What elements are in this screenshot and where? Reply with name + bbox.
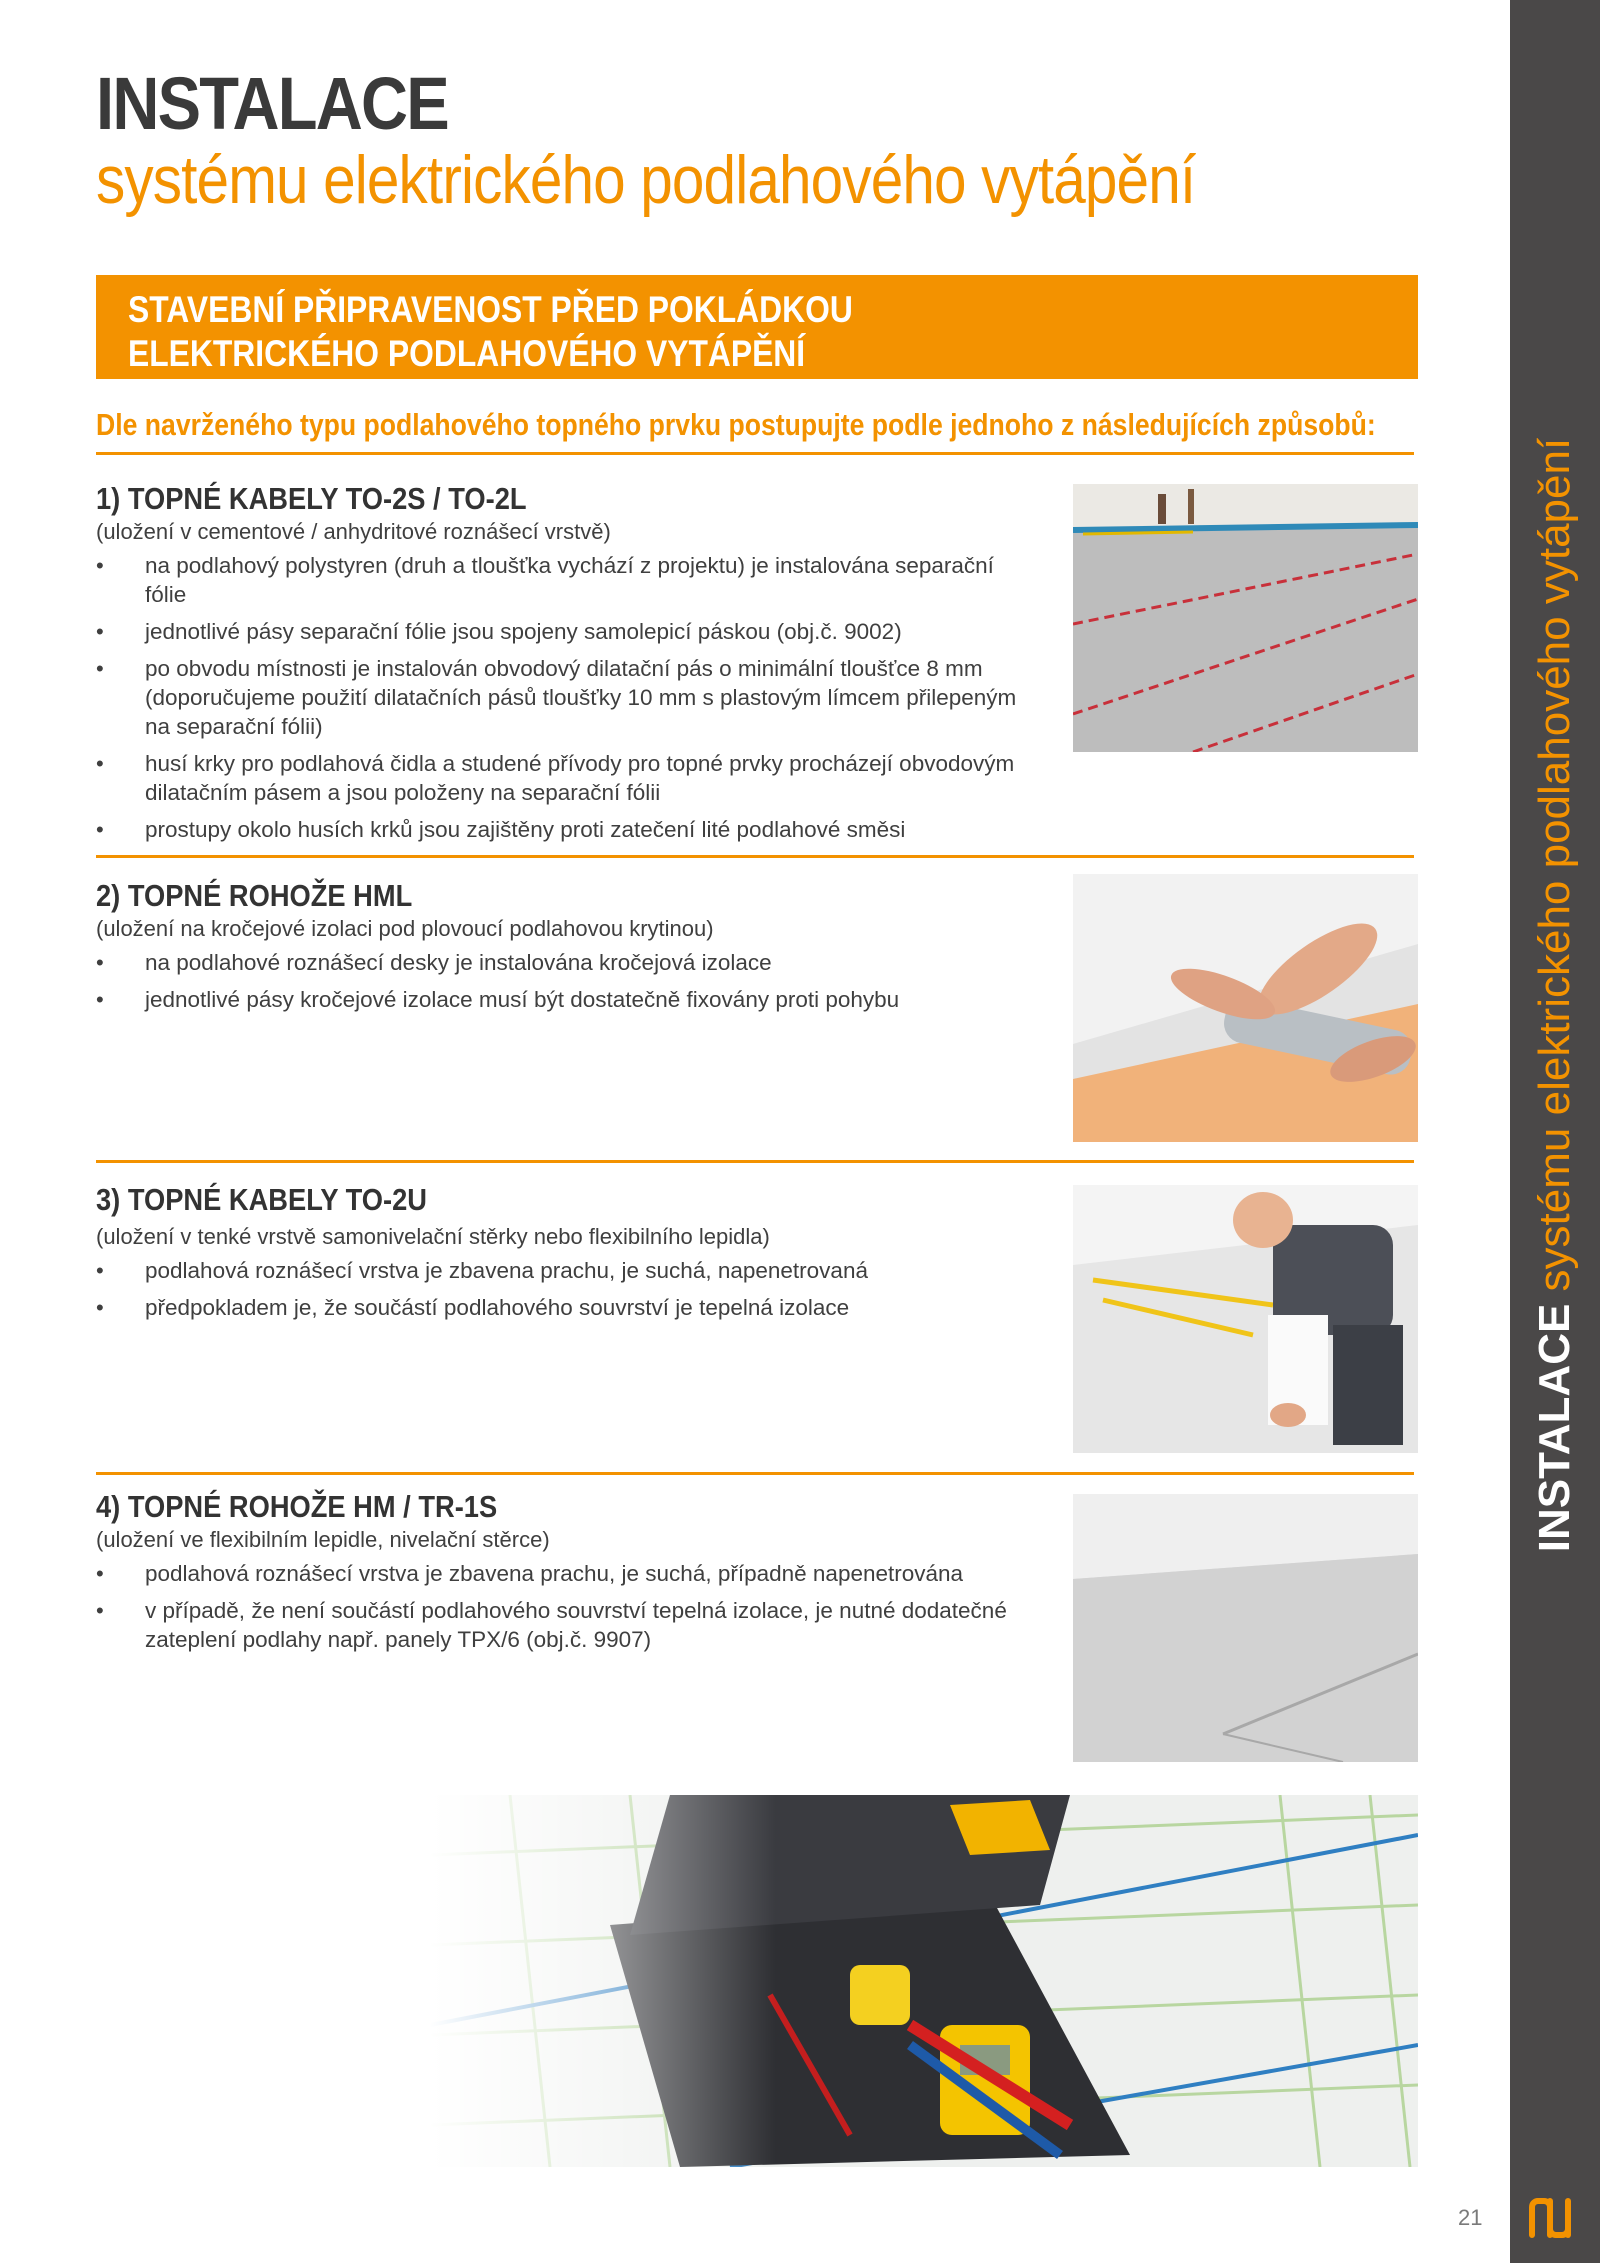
section-hml — [96, 878, 1036, 1022]
banner-line-2: ELEKTRICKÉHO PODLAHOVÉHO VYTÁPĚNÍ — [128, 333, 806, 374]
bullet-icon: • — [96, 1598, 104, 1623]
list-item — [96, 654, 1036, 741]
bullet-list — [96, 1256, 1036, 1322]
list-item — [96, 1293, 1036, 1322]
section-to-2u — [96, 1182, 1036, 1330]
list-item — [96, 948, 1036, 977]
bullet-icon: • — [96, 1295, 104, 1320]
list-item — [96, 551, 1036, 609]
bullet-icon: • — [96, 1561, 104, 1586]
brand-logo-icon — [1528, 2195, 1582, 2241]
bullet-list — [96, 948, 1036, 1014]
list-item-text: na podlahové roznášecí desky je instalována kročejová izolace — [145, 950, 772, 975]
section-title: 4) TOPNÉ ROHOŽE HM / TR-1S — [96, 1489, 498, 1524]
list-item-text: jednotlivé pásy kročejové izolace musí být dostatečně fixovány proti pohybu — [145, 987, 900, 1012]
divider — [96, 855, 1414, 858]
section-hm-tr-1s — [96, 1489, 1036, 1662]
section-title: 2) TOPNÉ ROHOŽE HML — [96, 878, 413, 913]
section-to-2s-to-2l — [96, 481, 1036, 852]
sidebar-title-light: systému elektrického podlahového vytápění — [1530, 437, 1579, 1292]
intro-text: Dle navrženého typu podlahového topného prvku postupujte podle jednoho z následujících způsobů: — [96, 407, 1376, 442]
bullet-icon: • — [96, 817, 104, 842]
sidebar-title — [1529, 438, 1581, 1552]
bullet-list — [96, 1559, 1036, 1654]
section-banner — [96, 275, 1418, 379]
divider — [96, 1472, 1414, 1475]
list-item — [96, 815, 1036, 844]
bullet-list — [96, 551, 1036, 844]
list-item-text: v případě, že není součástí podlahového souvrství tepelná izolace, je nutné dodatečné zateplení podlahy např. panely TPX/6 (obj.č. 9907) — [145, 1598, 1007, 1652]
bullet-icon: • — [96, 656, 104, 681]
list-item-text: podlahová roznášecí vrstva je zbavena prachu, je suchá, napenetrovaná — [145, 1258, 868, 1283]
list-item-text: podlahová roznášecí vrstva je zbavena prachu, je suchá, případně napenetrována — [145, 1561, 964, 1586]
list-item-text: po obvodu místnosti je instalován obvodový dilatační pás o minimální tloušťce 8 mm (doporučujeme použití dilatačních pásů tloušťky 10 mm s plastovým límcem přilepeným na separační fólii) — [145, 656, 1017, 739]
bullet-icon: • — [96, 553, 104, 578]
bullet-icon: • — [96, 751, 104, 776]
banner-line-1: STAVEBNÍ PŘIPRAVENOST PŘED POKLÁDKOU — [128, 289, 853, 330]
bullet-icon: • — [96, 950, 104, 975]
list-item-text: jednotlivé pásy separační fólie jsou spojeny samolepicí páskou (obj.č. 9002) — [145, 619, 902, 644]
list-item — [96, 1256, 1036, 1285]
section-note: (uložení ve flexibilním lepidle, nivelační stěrce) — [96, 1527, 550, 1552]
divider — [96, 452, 1414, 455]
list-item-text: husí krky pro podlahová čidla a studené přívody pro topné prvky procházejí obvodovým dilatačním pásem a jsou položeny na separační fólii — [145, 751, 1015, 805]
section-note: (uložení v tenké vrstvě samonivelační stěrky nebo flexibilního lepidla) — [96, 1224, 770, 1249]
bullet-icon: • — [96, 987, 104, 1012]
list-item — [96, 1596, 1036, 1654]
page-subtitle: systému elektrického podlahového vytápění — [96, 142, 1196, 218]
section-note: (uložení v cementové / anhydritové roznášecí vrstvě) — [96, 519, 611, 544]
divider — [96, 1160, 1414, 1163]
toolbox-image — [430, 1795, 1418, 2167]
sidebar-title-bold: INSTALACE — [1530, 1303, 1579, 1553]
photo-separation-foil — [1073, 484, 1418, 752]
photo-acoustic-underlay — [1073, 874, 1418, 1142]
bullet-icon: • — [96, 619, 104, 644]
section-title: 1) TOPNÉ KABELY TO-2S / TO-2L — [96, 481, 527, 516]
section-title: 3) TOPNÉ KABELY TO-2U — [96, 1182, 427, 1217]
list-item-text: prostupy okolo husích krků jsou zajištěny proti zatečení lité podlahové směsi — [145, 817, 906, 842]
list-item — [96, 985, 1036, 1014]
list-item — [96, 1559, 1036, 1588]
photo-insulation-panels — [1073, 1494, 1418, 1762]
page-title: INSTALACE — [96, 62, 448, 145]
list-item — [96, 617, 1036, 646]
list-item — [96, 749, 1036, 807]
list-item-text: předpokladem je, že součástí podlahového souvrství je tepelná izolace — [145, 1295, 850, 1320]
photo-worker-installing — [1073, 1185, 1418, 1453]
bullet-icon: • — [96, 1258, 104, 1283]
page-number: 21 — [1458, 2205, 1483, 2230]
list-item-text: na podlahový polystyren (druh a tloušťka vychází z projektu) je instalována separační fólie — [145, 553, 994, 607]
section-note: (uložení na kročejové izolaci pod plovoucí podlahovou krytinou) — [96, 916, 714, 941]
